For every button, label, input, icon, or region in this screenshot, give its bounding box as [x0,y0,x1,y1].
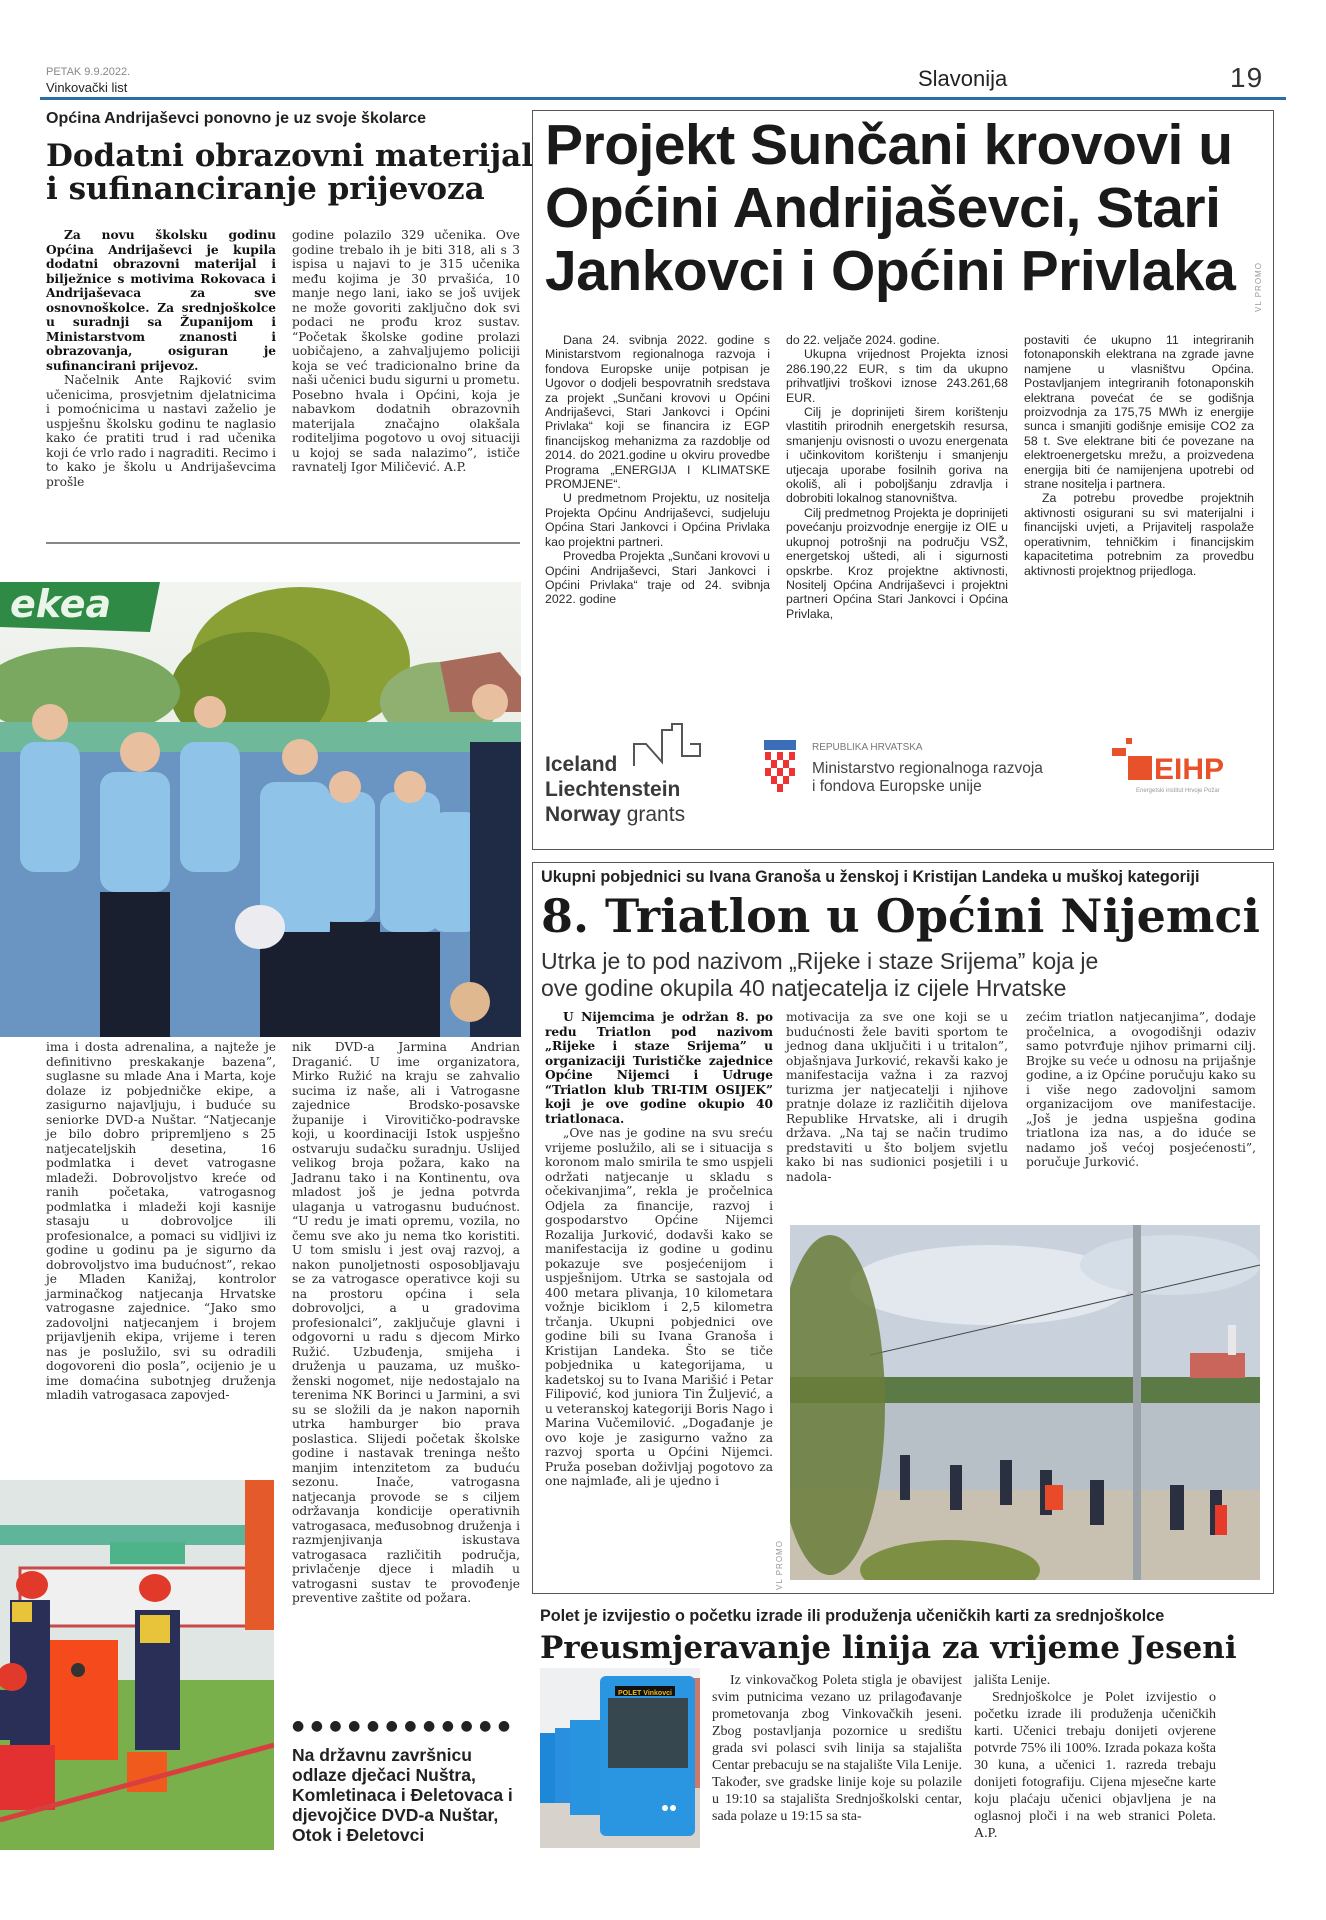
school-lead: Za novu školsku godinu Općina Andrijaševci je kupila dodatni obrazovni materijal i bilježnice s motivima Rokovaca i Andrijaševaca za sve osnovnoškolce. Za srednjoškolce u suradnji sa Županijom i Ministarstvom znanosti i obrazovanja, osiguran je sufinancirani prijevoz. [46,228,276,373]
header-rule [40,97,1286,100]
photo-children-cheering [0,582,521,1037]
solar-col2-p3: Cilj je doprinijeti širem korištenju vlastitih prirodnih energetskih resursa, smanjenju ovisnosti o uvozu energenata i učinkovitom korištenju i smanjenju utjecaja uporabe fosilnih goriva na okoliš, ali i poboljšanju zdravlja i dobrobiti lokalnog stanovništva. [786,405,1008,506]
triathlon-lead: U Nijemcima je održan 8. po redu Triatlon pod nazivom „Rijeke i staze Srijema” u organizaciji Turističke zajednice Općine Nijemci i Udruge “Triatlon klub TRI-TIM OSIJEK” koji je ove godine okupio 40 triatlonaca. [545,1010,773,1126]
photo-children-image [0,582,521,1037]
photo-young-firefighters [0,1480,274,1850]
promo-label-triathlon: VL PROMO [775,1540,784,1590]
bus-col1 [712,1672,962,1825]
firefighters-text-1: ima i dosta adrenalina, a najteže je definitivno preskakanje bazena”, suglasne su mlade Ana i Marta, koje dolaze iz pobjedničke ekipe, a zasigurno najavljuju, i buduće su seniorke DVD-a Nuštar. “Natjecanje je bilo dobro pripremljeno s 25 natjecateljskih desetina, 16 podmlatka i devet vatrogasne mladeži. Dobrovoljstvo kreće od ranih početaka, vatrogasnog podmlatka i mladeži koji kasnije stasaju u dobrovoljce ili profesionalce, a pomaci su vidljivi iz godine u godinu pa je sigurno da dobrovoljstvo ima budućnost”, rekao je Mladen Kanižaj, kontrolor jarminačkog natjecanja Hrvatske vatrogasne zajednice. “Jako smo zadovoljni natjecanjem i brojem prijavljenih ekipa, vrijeme i teren nas je poslužilo, svi su odradili dogovoreni dio posla”, ocijenio je u ime domaćina subotnjeg druženja mladih vatrogasaca zapovjed- [46,1040,276,1402]
photo-buses-image [540,1668,700,1848]
bus-col1-text: Iz vinkovačkog Poleta stigla je obavijest svim putnicima vezano uz prilagođavanje prometovanja zbog Vinkovačkih jeseni. Zbog postavljanja pozornice u središtu grada svi polasci svih linija sa stajališta Centar prebacuju se na stajalište Vila Lenije. Također, sve gradske linije koje su polazile u 19:10 sa stajališta Srednjoškolski centar, sada polaze u 19:15 sa sta- [712,1673,962,1824]
triathlon-subtitle [541,948,1098,1002]
bus-col2-text-b: Srednjoškolce je Polet izvijestio o početku izrade ili produženja učeničkih karti. Učenici trebaju donijeti ovjerene potvrde 75% ili 100%. Izrada pokaza košta 30 kuna, a učenici 1. razreda trebaju donijeti fotografiju. Cijena mjesečne karte koju plaćaju učenici objavljena je na oglasnoj ploči i na web stranici Poleta. A.P. [974,1690,1216,1841]
solar-article-title: Projekt Sunčani krovovi u Općini Andrijaševci, Stari Jankovci i Općini Privlaka [545,113,1236,303]
firefighters-col2 [292,1040,520,1606]
issue-date: PETAK 9.9.2022. [46,66,131,78]
photo-buses [540,1668,700,1848]
school-paragraph-1: Načelnik Ante Rajković svim učenicima, prosvjetnim djelatnicima i pomoćnicima u nastavi zaželio je uspješnu školsku godinu te naglasio kako će pratiti trud i rad učenika koji će vrlo rado i nagraditi. Recimo i to kako je školu u Andrijaševcima prošle [46,373,276,489]
dotted-separator: ●●●●●●●●●●●● [292,1718,517,1734]
solar-col2-p4: Cilj predmetnog Projekta je doprinijeti povećanju proizvodnje energije iz OIE u ukupnoj potrošnji na području VSŽ, energetskoj uštedi, ali i sigurnosti opskrbe. Kroz projektne aktivnosti, Nositelj Općina Andrijaševci i projektni partneri Općina Stari Jankovci i Općina Privlaka, [786,505,1008,621]
triathlon-col1-text: „Ove nas je godine na svu sreću vrijeme poslužilo, ali se i situacija s koronom malo smirila te smo uspjeli održati natjecanje u skladu s očekivanjima”, rekla je pročelnica Odjela za financije, razvoj i gospodarstvo Općine Nijemci Rozalija Jurković, dodavši kako se manifestacija iz godine u godinu pokazuje sve posjećenijom i uspješnijom. Utrka se sastojala od 400 metara plivanja, 10 kilometara vožnje biciklom i 2,5 kilometra trčanja. Ukupni pobjednici ove godine bili su Ivana Granoša i Kristijan Landeka. Što se tiče pobjednika u kategorijama, u kadetskoj su to Ivana Marišić i Petar Filipović, kod juniora Tin Žuljević, a u veteranskoj kategoriji Boris Nago i Marina Vučemilović. „Događanje je ovo koje je zasigurno važno za razvoj sporta u Općini Nijemci. Pruža poseban doživljaj pogotovo za one najmlađe, ali je ujedno i [545,1126,773,1488]
school-article-kicker: Općina Andrijaševci ponovno je uz svoje školarce [46,110,426,127]
eihp-logo: EIHP [1154,753,1225,786]
solar-col2-p1: do 22. veljače 2024. godine. [786,333,940,347]
school-title-line2: i sufinanciranje prijevoza [46,170,485,207]
newspaper-name: Vinkovački list [46,80,128,95]
grants-line-2: Liechtenstein [545,778,681,801]
bus-col2 [974,1672,1216,1842]
grants-line-1: Iceland [545,753,618,776]
triathlon-col2 [786,1010,1008,1184]
croatian-coat-of-arms-icon [762,740,798,802]
solar-col3-p2: Za potrebu provedbe projektnih aktivnosti osigurani su svi materijalni i financijski uvjeti, a Prijavitelj raspolaže operativnim, tehničkim i financijskim kapacitetima potrebnim za provedbu aktivnosti projektnog prijedloga. [1024,491,1254,578]
solar-col1-p1: Dana 24. svibnja 2022. godine s Ministarstvom regionalnoga razvoja i fondova Europske unije potpisan je Ugovor o dodjeli bespovratnih sredstava za projekt „Sunčani krovovi u Općini Andrijaševci, Stari Jankovci i Općini Privlaka“ koji se financira iz EGP financijskog mehanizma za razdoblje od 2014. do 2021.godine u okviru provedbe Programa „ENERGIJA I KLIMATSKE PROMJENE“. [545,333,770,492]
banner-text: ekea [10,582,112,626]
triathlon-subtitle-line1: Utrka je to pod nazivom „Rijeke i staze Srijema” koja je [541,948,1099,974]
grants-line-3: Norway grants [545,803,686,826]
school-article-col2 [292,228,520,475]
promo-label: VL PROMO [1254,262,1263,312]
photo-triathlon-lake [790,1225,1260,1580]
triathlon-subtitle-line2: ove godine okupila 40 natjecatelja iz cijele Hrvatske [541,975,1067,1001]
school-article-col1 [46,228,276,489]
solar-col2 [786,333,1008,621]
firefighters-col1 [46,1040,276,1403]
triathlon-col3-text: zećim triatlon natjecanjima”, dodaje pročelnica, a ovogodišnji odaziv samo potvrđuje njihov primarni cilj. Brojke su veće u odnosu na prijašnje godine, a iz Općine poručuju kako su i više nego zadovoljni samom organizacijom ove manifestacije. „Još je jedna uspješna godina triatlona iza nas, a do iduće se nadamo još većoj posjećenosti”, poručuje Jurković. [1026,1010,1256,1169]
solar-col3 [1024,333,1254,578]
page-number: 19 [1230,62,1264,93]
solar-col1-p3: Provedba Projekta „Sunčani krovovi u Općini Andrijaševci, Stari Jankovci i Općini Privlaka“ traje od 24. svibnja 2022. godine [545,549,770,607]
solar-col1-p2: U predmetnom Projektu, uz nositelja Projekta Općinu Andrijaševci, sudjeluju Općina Stari Jankovci i Općina Privlaka kao projektni partneri. [545,491,770,549]
bus-col2-text-a: jališta Lenije. [974,1673,1051,1688]
triathlon-title: 8. Triatlon u Općini Nijemci [541,889,1260,943]
solar-col2-p2: Ukupna vrijednost Projekta iznosi 286.190,22 EUR, s tim da ukupno prihvatljivi troškovi iznose 243.261,68 EUR. [786,347,1008,405]
school-paragraph-2: godine polazilo 329 učenika. Ove godine trebalo ih je biti 318, ali s 3 ispisa u najavi to je 315 učenika među kojima je 30 prvašića, 10 manje nego lani, iako se još uvijek ne može govoriti zaključno dok svi podaci ne prođu kroz sustav. “Početak školske godine prolazi uobičajeno, a zahvaljujemo policiji koja se već tradicionalno brine da naši učenici budu sigurni u prometu. Posebno hvala i Općini, koja je nabavkom dodatnih obrazovnih materijala značajno olakšala roditeljima pogotovo u ovoj situaciji u kojoj se sada nalazimo”, ističe ravnatelj Igor Miličević. A.P. [292,228,520,474]
bus-kicker: Polet je izvijestio o početku izrade ili produženja učeničkih karti za srednjoškolce [540,1607,1165,1625]
triathlon-col1 [545,1010,773,1489]
eihp-symbol-icon [1112,738,1152,782]
triathlon-kicker: Ukupni pobjednici su Ivana Granoša u ženskoj i Kristijan Landeka u muškoj kategoriji [541,868,1200,886]
triathlon-col3 [1026,1010,1256,1170]
school-article-title [46,140,533,205]
ministry-country: REPUBLIKA HRVATSKA [812,742,923,753]
ministry-line-2: i fondova Europske unije [812,778,982,795]
ministry-name [812,760,1043,796]
bus-destination-sign: POLET Vinkovci [618,1690,672,1697]
divider [46,542,520,544]
photo-triathlon-image [790,1225,1260,1580]
ministry-line-1: Ministarstvo regionalnoga razvoja [812,760,1043,777]
photo-firefighters-image [0,1480,274,1850]
solar-col1 [545,333,770,607]
grants-symbol-icon [632,722,704,768]
section-title: Slavonija [918,66,1008,91]
school-title-line1: Dodatni obrazovni materijal [46,138,534,174]
firefighters-text-2: nik DVD-a Jarmina Andrian Draganić. U ime organizatora, Mirko Ružić na kraju se zahvalio sucima iz naše, ali i Vatrogasne zajednice Brodsko-posavske županije i Virovitičko-podravske koji, u koordinaciji Istok uspješno ostvaruju sudačku suradnju. Uslijed velikog broja požara, kako na Jadranu tako i na Kontinentu, ova mladost još je jedna potvrda ulaganja u vatrogasnu budućnost. “U redu je imati opremu, vozila, no čemu sve ako ju nema tko koristiti. U tom smislu i jest ovaj razvoj, a nakon punoljetnosti osposobljavaju se za vatrogasce operativce koji su na prostoru općina i sela dobrovoljci, a u gradovima profesionalci”, zaključuje glavni i odgovorni u radu s djecom Mirko Ružić. Uzbuđenja, smijeha i druženja u pauzama, uz muško-ženski nogomet, nije nedostajalo na terenima NK Borinci u Jarmini, a svi su se složili da je nakon napornih utrka hamburger bio prava poslastica. Slijedi početak školske godine i nastavak treninga nešto manjim intenzitetom za buduću sezonu. Inače, vatrogasna natjecanja provode se s ciljem održavanja kondicije operativnih vatrogasaca, međusobnog druženja i razmjenjivanja iskustava vatrogasaca različitih područja, privlačenje djece i mladih u vatrogasni sustav te provođenje preventive zaštite od požara. [292,1040,520,1605]
bus-title: Preusmjeravanje linija za vrijeme Jeseni [540,1630,1237,1666]
triathlon-col2-text: motivacija za sve one koji se u budućnosti žele baviti sportom te jednog dana uključiti i u tritalon”, objašnjava Jurković, rekavši kako je manifestacija važna i za razvoj turizma jer natjecatelji i njihove pratnje dolaze iz različitih dijelova Republike Hrvatske, ali i drugih država. „Na taj se način trudimo predstaviti u što boljem svjetlu kako bi nas sudionici posjetili i u nadola- [786,1010,1008,1184]
eihp-subtitle: Energetski institut Hrvoje Požar [1136,788,1220,794]
firefighters-highlight: Na državnu završnicu odlaze dječaci Nuštra, Komletinaca i Đeletovaca i djevojčice DVD-a Nuštar, Otok i Đeletovci [292,1745,513,1845]
solar-col3-p1: postaviti će ukupno 11 integriranih fotonaponskih elektrana na zgrade javne namjene u vlasništvu Općina. Postavljanjem integriranih fotonaponskih elektrana povećat će se godišnja proizvodnja za 175,75 MWh iz energije sunca i smanjiti godišnje emisije CO2 za 58 t. Sve elektrane biti će povezane na elektroenergetsku mrežu, a proizvedena energija biti će namijenjena upotrebi od strane nositelja i partnera. [1024,333,1254,492]
